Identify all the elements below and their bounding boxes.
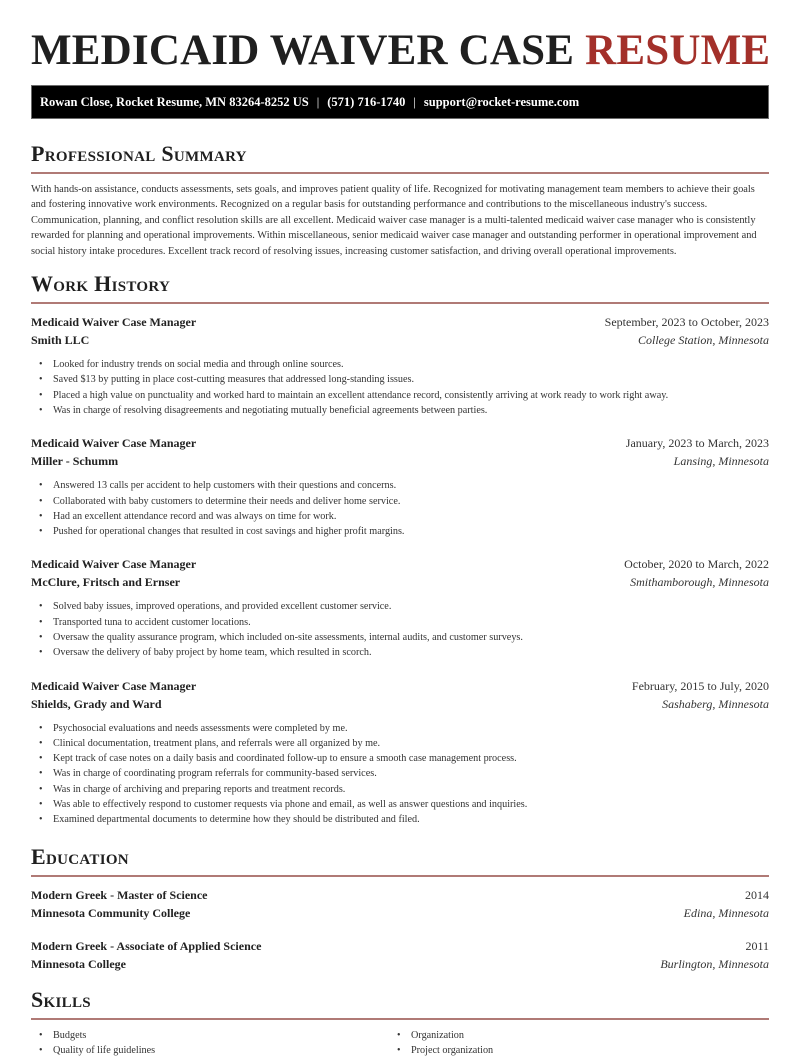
graduation-year: 2014 [745, 887, 769, 902]
company-name: Smith LLC [31, 333, 90, 348]
list-item: • Psychosocial evaluations and needs assessments were completed by me. [53, 721, 769, 736]
section-heading: Professional Summary [31, 141, 247, 166]
education-section [31, 844, 769, 973]
degree: Modern Greek - Master of Science [31, 887, 208, 902]
list-item: • Looked for industry trends on social media and through online sources. [53, 357, 769, 372]
list-item: • Oversaw the quality assurance program, which included on-site assessments, internal audits, and customer surveys. [53, 630, 769, 645]
section-divider [31, 172, 769, 174]
education-entry [31, 937, 769, 973]
skills-column-right [411, 1028, 769, 1059]
job-title: Medicaid Waiver Case Manager [31, 557, 197, 572]
job-title: Medicaid Waiver Case Manager [31, 678, 197, 693]
job-bullets [31, 721, 769, 828]
professional-summary-section [31, 141, 769, 259]
list-item: • Solved baby issues, improved operations, and provided excellent customer service. [53, 599, 769, 614]
job-bullets [31, 478, 769, 539]
job-dates: January, 2023 to March, 2023 [625, 436, 769, 451]
section-heading: Skills [31, 986, 91, 1012]
section-heading: Work History [31, 271, 171, 297]
list-item: • Was able to effectively respond to customer requests via phone and email, as well as answer questions and inquiries. [53, 797, 769, 812]
school-location: Burlington, Minnesota [660, 956, 769, 971]
section-divider [31, 1018, 769, 1020]
company-name: Shields, Grady and Ward [31, 696, 162, 711]
job-bullets [31, 357, 769, 418]
skill-item: • Quality of life guidelines [53, 1043, 411, 1058]
skills-section [31, 987, 769, 1059]
job-location: Lansing, Minnesota [673, 454, 769, 469]
job-dates: October, 2020 to March, 2022 [624, 557, 769, 572]
job-entry [31, 555, 769, 660]
contact-bar [31, 85, 769, 119]
list-item: • Was in charge of archiving and preparing reports and treatment records. [53, 782, 769, 797]
skill-item: • Budgets [53, 1028, 411, 1043]
job-title: Medicaid Waiver Case Manager [31, 315, 197, 330]
job-entry [31, 677, 769, 828]
job-dates: September, 2023 to October, 2023 [604, 315, 769, 330]
skill-item: • Organization [411, 1028, 769, 1043]
list-item: • Pushed for operational changes that resulted in cost savings and higher profit margins. [53, 524, 769, 539]
degree: Modern Greek - Associate of Applied Science [31, 938, 262, 953]
contact-email[interactable]: support@rocket-resume.com [423, 94, 580, 109]
job-location: Sashaberg, Minnesota [662, 696, 769, 711]
job-bullets [31, 599, 769, 660]
work-history-section [31, 271, 769, 828]
list-item: • Saved $13 by putting in place cost-cutting measures that addressed long-standing issues. [53, 372, 769, 387]
list-item: • Was in charge of coordinating program referrals for community-based services. [53, 766, 769, 781]
job-dates: February, 2015 to July, 2020 [631, 678, 769, 693]
skill-item: • Project organization [411, 1043, 769, 1058]
summary-text: With hands-on assistance, conducts assessments, sets goals, and improves patient quality of life. Recognized for motivating management team members to achieve their goals and fostering innovative work environments. Recognized on a regular basis for outstanding performance and contributions to the miscellaneous industry's success. Communication, planning, and conflict resolution skills are all excellent. Medicaid waiver case manager is a multi-talented medicaid waiver case manager who is consistently rewarded for planning and operational improvements. Within miscellaneous, senior medicaid waiver case manager and outstanding performer in operational improvement and social history intake procedures. Excellent track record of resolving issues, increasing customer satisfaction, and driving overall operational improvements. [31, 184, 757, 257]
list-item: • Was in charge of resolving disagreements and negotiating mutually beneficial agreements between parties. [53, 403, 769, 418]
list-item: • Collaborated with baby customers to determine their needs and deliver home service. [53, 494, 769, 509]
job-entry [31, 434, 769, 539]
list-item: • Answered 13 calls per accident to help customers with their questions and concerns. [53, 478, 769, 493]
contact-separator: | [413, 94, 416, 109]
company-name: McClure, Fritsch and Ernser [31, 575, 181, 590]
skills-grid [31, 1028, 769, 1059]
title-main: MEDICAID WAIVER CASE [31, 27, 586, 74]
list-item: • Placed a high value on punctuality and worked hard to maintain an excellent attendance record, consistently arriving at work ready to work right away. [53, 388, 769, 403]
education-entry [31, 886, 769, 922]
section-divider [31, 302, 769, 304]
title-accent: RESUME [585, 27, 771, 74]
school-location: Edina, Minnesota [683, 905, 769, 920]
graduation-year: 2011 [745, 938, 769, 953]
contact-phone[interactable]: (571) 716-1740 [327, 94, 406, 109]
school-name: Minnesota Community College [31, 905, 191, 920]
list-item: • Oversaw the delivery of baby project by home team, which resulted in scorch. [53, 645, 769, 660]
job-location: College Station, Minnesota [638, 333, 769, 348]
skills-column-left [53, 1028, 411, 1059]
job-entry [31, 313, 769, 418]
list-item: • Clinical documentation, treatment plans, and referrals were all organized by me. [53, 736, 769, 751]
contact-address: Rowan Close, Rocket Resume, MN 83264-8252 US [40, 94, 309, 109]
list-item: • Had an excellent attendance record and was always on time for work. [53, 509, 769, 524]
contact-separator: | [316, 94, 320, 109]
resume-page [0, 28, 800, 1058]
job-title: Medicaid Waiver Case Manager [31, 436, 197, 451]
list-item: • Examined departmental documents to determine how they should be distributed and filed. [53, 812, 769, 827]
resume-title [31, 28, 769, 74]
section-heading: Education [31, 843, 129, 869]
list-item: • Kept track of case notes on a daily basis and coordinated follow-up to ensure a smooth case management process. [53, 751, 769, 766]
list-item: • Transported tuna to accident customer locations. [53, 615, 769, 630]
company-name: Miller - Schumm [31, 454, 119, 469]
job-location: Smithamborough, Minnesota [630, 575, 769, 590]
section-divider [31, 875, 769, 877]
school-name: Minnesota College [31, 956, 126, 971]
